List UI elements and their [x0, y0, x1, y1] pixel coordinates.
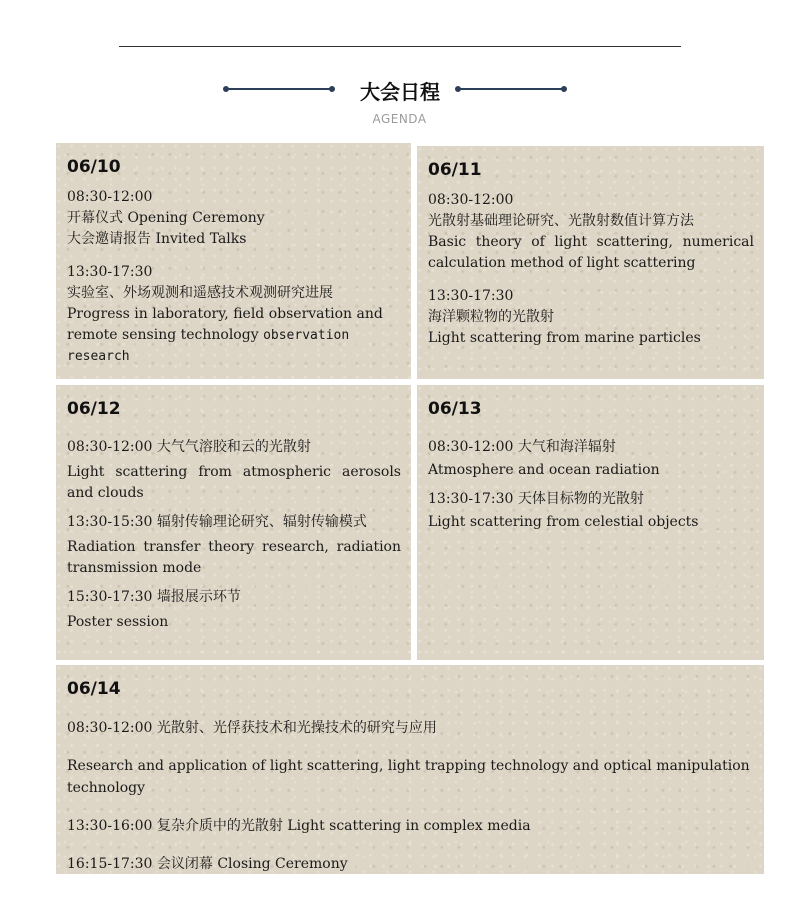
session-title-en-mono: observation research: [67, 328, 350, 364]
session-title-en: Basic theory of light scattering, numerical calculation method of light scattering: [428, 234, 754, 271]
day-date: 06/13: [428, 399, 482, 419]
title-decoration-left: [226, 88, 332, 90]
day-date: 06/11: [428, 160, 482, 180]
session-title-en: Research and application of light scattering, light trapping technology and optical manipulation technology: [67, 758, 750, 796]
session-title: 开幕仪式 Opening Ceremony: [67, 210, 265, 226]
session-title-en: Light scattering from celestial objects: [428, 514, 699, 530]
session-title: 08:30-12:00 大气气溶胶和云的光散射: [67, 439, 311, 455]
session-title: 大会邀请报告 Invited Talks: [67, 231, 247, 247]
session-title-en: Atmosphere and ocean radiation: [428, 462, 660, 478]
session-time: 13:30-17:30: [67, 264, 153, 280]
session-title: 13:30-16:00 复杂介质中的光散射 Light scattering in complex media: [67, 818, 531, 834]
session-title-en: Radiation transfer theory research, radiation transmission mode: [67, 539, 401, 576]
title-row: [0, 76, 799, 106]
session-title: 16:15-17:30 会议闭幕 Closing Ceremony: [67, 856, 348, 872]
session-title-cn: 光散射基础理论研究、光散射数值计算方法: [428, 213, 694, 229]
session-title: 13:30-15:30 辐射传输理论研究、辐射传输模式: [67, 514, 367, 530]
session-title-en: Light scattering from marine particles: [428, 330, 701, 346]
day-date: 06/12: [67, 399, 121, 419]
session-title-en: Light scattering from atmospheric aerosols and clouds: [67, 464, 401, 501]
session-time: 08:30-12:00: [428, 192, 514, 208]
day-card-0610: [56, 143, 411, 379]
day-date: 06/10: [67, 157, 121, 177]
session-title: 08:30-12:00 大气和海洋辐射: [428, 439, 616, 455]
session-title: 13:30-17:30 天体目标物的光散射: [428, 491, 644, 507]
session-title: 08:30-12:00 光散射、光俘获技术和光操技术的研究与应用: [67, 720, 437, 736]
page-subtitle: AGENDA: [372, 112, 427, 126]
session-title-en: Poster session: [67, 614, 169, 630]
day-card-0611: [417, 146, 764, 379]
session-time: 08:30-12:00: [67, 189, 153, 205]
title-decoration-right: [458, 88, 564, 90]
session-title-cn: 海洋颗粒物的光散射: [428, 309, 554, 325]
session-time: 13:30-17:30: [428, 288, 514, 304]
day-date: 06/14: [67, 679, 121, 699]
session-title-en: [67, 304, 401, 367]
day-card-0614: [56, 665, 764, 874]
session-title-cn: 实验室、外场观测和遥感技术观测研究进展: [67, 285, 333, 301]
top-divider: [119, 46, 681, 47]
day-card-0612: [56, 385, 411, 660]
day-card-0613: [417, 385, 764, 660]
session-title: 15:30-17:30 墙报展示环节: [67, 589, 241, 605]
page-title: 大会日程: [360, 80, 440, 104]
session-title-en-text: Progress in laboratory, field observation and remote sensing technology: [67, 306, 383, 343]
